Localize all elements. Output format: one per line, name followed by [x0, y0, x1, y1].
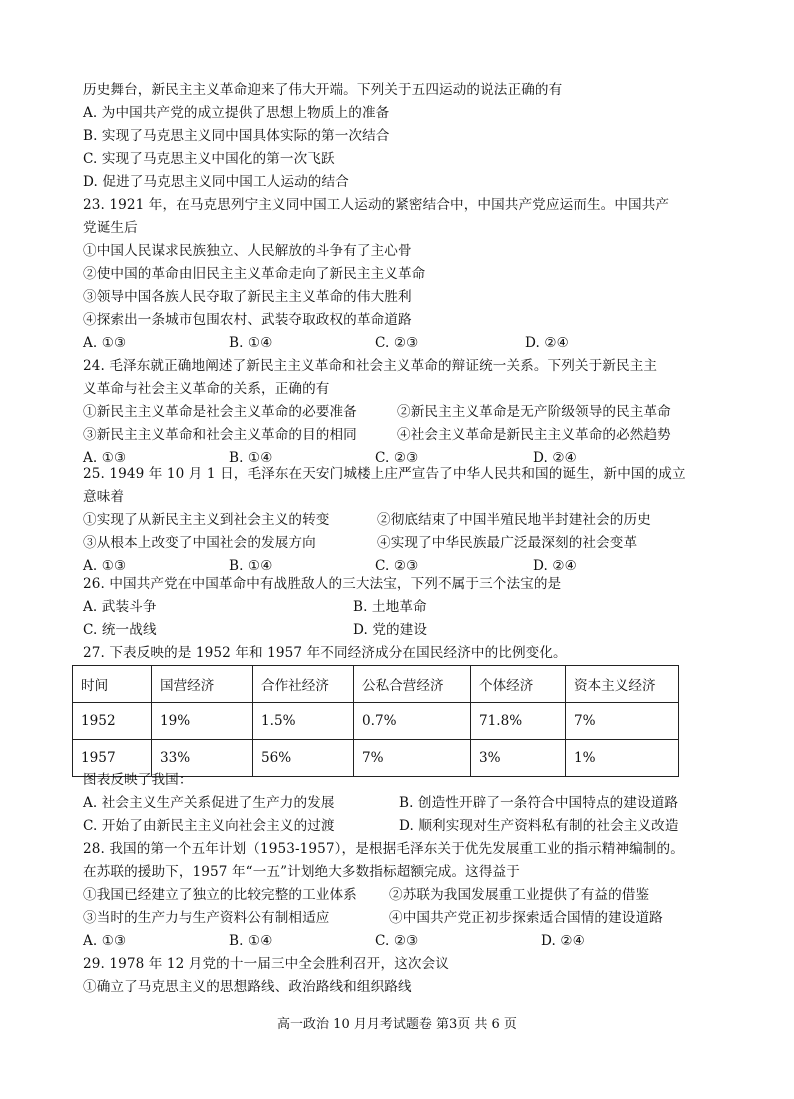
table-header-cell: 公私合营经济	[354, 666, 471, 703]
q23-option-d: D. ②④	[525, 335, 569, 351]
table-header-cell: 时间	[73, 666, 152, 703]
q25-stem-cont: 意味着	[83, 489, 125, 505]
table-cell: 1957	[73, 740, 152, 777]
q26-option-a: A. 武装斗争	[83, 599, 157, 615]
q27-caption: 图表反映了我国：	[83, 772, 193, 788]
table-cell: 1.5%	[253, 703, 354, 740]
q24-item-4: ④社会主义革命是新民主主义革命的必然趋势	[397, 427, 671, 443]
q28-option-d: D. ②④	[541, 933, 585, 949]
q25-option-a: A. ①③	[83, 558, 127, 574]
q27-option-d: D. 顺利实现对生产资料私有制的社会主义改造	[399, 818, 679, 834]
q29-stem: 29. 1978 年 12 月党的十一届三中全会胜利召开，这次会议	[83, 956, 449, 972]
q28-stem: 28. 我国的第一个五年计划（1953-1957），是根据毛泽东关于优先发展重工业的指示精神编制的。	[83, 841, 684, 857]
table-cell: 33%	[152, 740, 253, 777]
table-cell: 19%	[152, 703, 253, 740]
q28-items-row1	[83, 885, 649, 905]
q28-item-2: ②苏联为我国发展重工业提供了有益的借鉴	[389, 887, 650, 903]
q26-option-c: C. 统一战线	[83, 622, 157, 638]
q28-options	[83, 931, 585, 951]
q26-options-row1	[83, 597, 427, 617]
table-header-cell: 资本主义经济	[566, 666, 679, 703]
q23-option-a: A. ①③	[83, 335, 127, 351]
q25-item-1: ①实现了从新民主主义到社会主义的转变	[83, 512, 330, 528]
q27-option-c: C. 开始了由新民主主义向社会主义的过渡	[83, 818, 335, 834]
q25-item-4: ④实现了中华民族最广泛最深刻的社会变革	[377, 535, 638, 551]
q27-option-b: B. 创造性开辟了一条符合中国特点的建设道路	[399, 795, 679, 811]
q25-item-3: ③从根本上改变了中国社会的发展方向	[83, 535, 316, 551]
q25-option-b: B. ①④	[229, 558, 273, 574]
table-cell: 7%	[354, 740, 471, 777]
q24-item-3: ③新民主主义革命和社会主义革命的目的相同	[83, 427, 357, 443]
q28-option-b: B. ①④	[229, 933, 273, 949]
q22-option-d: D. 促进了马克思主义同中国工人运动的结合	[83, 174, 349, 190]
table-cell: 0.7%	[354, 703, 471, 740]
q23-stem-cont: 党诞生后	[83, 220, 138, 236]
q26-stem: 26. 中国共产党在中国革命中有战胜敌人的三大法宝，下列不属于三个法宝的是	[83, 576, 562, 592]
q24-option-c: C. ②③	[375, 450, 419, 466]
table-cell: 1%	[566, 740, 679, 777]
q23-option-c: C. ②③	[375, 335, 419, 351]
q28-option-a: A. ①③	[83, 933, 127, 949]
table-header-row	[73, 666, 679, 703]
q27-options-row2	[83, 816, 679, 836]
q24-items-row1	[83, 402, 671, 422]
q25-options	[83, 556, 577, 576]
q28-item-1: ①我国已经建立了独立的比较完整的工业体系	[83, 887, 357, 903]
table-row	[73, 703, 679, 740]
q24-item-2: ②新民主主义革命是无产阶级领导的民主革命	[397, 404, 671, 420]
q22-option-b: B. 实现了马克思主义同中国具体实际的第一次结合	[83, 128, 390, 144]
q25-option-d: D. ②④	[533, 558, 577, 574]
q23-option-b: B. ①④	[229, 335, 273, 351]
q24-option-a: A. ①③	[83, 450, 127, 466]
q25-items-row2	[83, 533, 637, 553]
q23-stem: 23. 1921 年，在马克思列宁主义同中国工人运动的紧密结合中，中国共产党应运而生。中国共产	[83, 197, 670, 213]
q25-option-c: C. ②③	[375, 558, 419, 574]
page-footer: 高一政治 10 月月考试题卷 第3页 共 6 页	[277, 1017, 517, 1032]
q28-stem-cont: 在苏联的援助下，1957 年“一五”计划绝大多数指标超额完成。这得益于	[83, 864, 520, 880]
q23-item-1: ①中国人民谋求民族独立、人民解放的斗争有了主心骨	[83, 243, 412, 259]
q25-stem: 25. 1949 年 10 月 1 日，毛泽东在天安门城楼上庄严宣告了中华人民共和国的诞生，新中国的成立	[83, 466, 686, 482]
q22-option-c: C. 实现了马克思主义中国化的第一次飞跃	[83, 151, 335, 167]
q24-stem: 24. 毛泽东就正确地阐述了新民主主义革命和社会主义革命的辩证统一关系。下列关于新民主主	[83, 358, 658, 374]
table-header-cell: 国营经济	[152, 666, 253, 703]
q28-items-row2	[83, 908, 663, 928]
q28-item-4: ④中国共产党正初步探索适合国情的建设道路	[389, 910, 663, 926]
q26-option-b: B. 土地革命	[353, 599, 427, 615]
table-header-cell: 个体经济	[471, 666, 566, 703]
q24-item-1: ①新民主主义革命是社会主义革命的必要准备	[83, 404, 357, 420]
table-cell: 7%	[566, 703, 679, 740]
q25-item-2: ②彻底结束了中国半殖民地半封建社会的历史	[377, 512, 651, 528]
q23-item-3: ③领导中国各族人民夺取了新民主主义革命的伟大胜利	[83, 289, 412, 305]
q23-item-2: ②使中国的革命由旧民主主义革命走向了新民主主义革命	[83, 266, 426, 282]
q22-stem-end: 历史舞台，新民主主义革命迎来了伟大开端。下列关于五四运动的说法正确的有	[83, 82, 563, 98]
table-cell: 1952	[73, 703, 152, 740]
q27-option-a: A. 社会主义生产关系促进了生产力的发展	[83, 795, 335, 811]
q23-options	[83, 333, 569, 353]
table-cell: 56%	[253, 740, 354, 777]
q24-stem-cont: 义革命与社会主义革命的关系，正确的有	[83, 381, 330, 397]
q25-items-row1	[83, 510, 651, 530]
q27-stem: 27. 下表反映的是 1952 年和 1957 年不同经济成分在国民经济中的比例变化。	[83, 645, 567, 661]
q23-item-4: ④探索出一条城市包围农村、武装夺取政权的革命道路	[83, 312, 412, 328]
q24-option-b: B. ①④	[229, 450, 273, 466]
q24-option-d: D. ②④	[533, 450, 577, 466]
q29-item-1: ①确立了马克思主义的思想路线、政治路线和组织路线	[83, 979, 412, 995]
q28-item-3: ③当时的生产力与生产资料公有制相适应	[83, 910, 330, 926]
q26-options-row2	[83, 620, 427, 640]
q28-option-c: C. ②③	[375, 933, 419, 949]
q22-option-a: A. 为中国共产党的成立提供了思想上物质上的准备	[83, 105, 390, 121]
table-header-cell: 合作社经济	[253, 666, 354, 703]
q24-items-row2	[83, 425, 671, 445]
table-cell: 3%	[471, 740, 566, 777]
q26-option-d: D. 党的建设	[353, 622, 428, 638]
q27-options-row1	[83, 793, 678, 813]
table-cell: 71.8%	[471, 703, 566, 740]
economy-table	[72, 665, 679, 777]
